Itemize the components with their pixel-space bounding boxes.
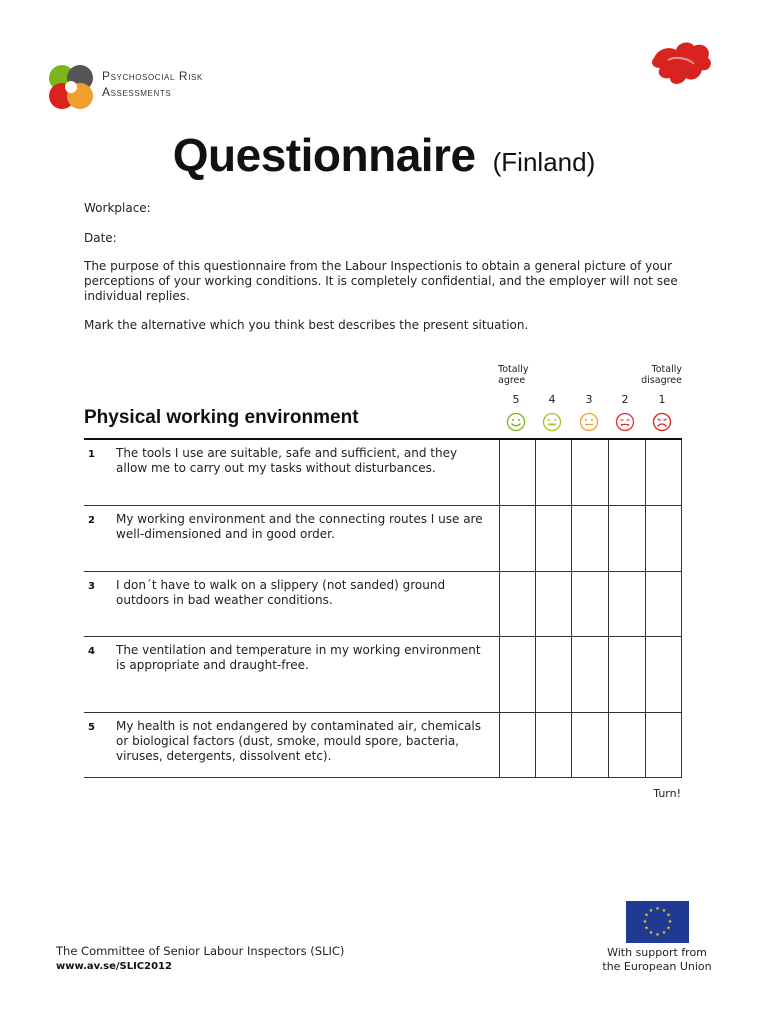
answer-cell-2[interactable] — [608, 440, 609, 505]
page-subtitle-country: (Finland) — [492, 147, 596, 177]
answer-cell-1[interactable] — [645, 506, 682, 571]
answer-cell-4[interactable] — [535, 572, 536, 636]
answer-cell-4[interactable] — [535, 713, 536, 777]
question-number: 5 — [88, 722, 95, 733]
title-row — [0, 128, 768, 182]
eu-support-text: With support from the European Union — [602, 946, 712, 973]
question-number: 4 — [88, 646, 95, 657]
instruction-paragraph: Mark the alternative which you think best describes the present situation. — [84, 318, 529, 332]
red-puzzle-piece-icon — [648, 38, 716, 90]
question-row-2 — [84, 506, 682, 572]
psychosocial-risk-logo-icon — [46, 62, 96, 112]
page-title: Questionnaire — [172, 129, 476, 181]
answer-cell-2[interactable] — [608, 713, 609, 777]
neutral-face-icon — [579, 412, 599, 432]
question-text: I don´t have to walk on a slippery (not sanded) ground outdoors in bad weather conditions. — [116, 578, 446, 607]
turn-page-note: Turn! — [653, 787, 681, 800]
questions-table — [84, 438, 682, 778]
scale-number-1: 1 — [658, 393, 666, 406]
question-row-5 — [84, 713, 682, 778]
answer-cell-1[interactable] — [645, 637, 682, 712]
question-text: My health is not endangered by contaminated air, chemicals or biological factors (dust, smoke, mould spore, bacteria, viruses, detergents, dissolvent etc). — [116, 719, 482, 763]
question-number: 2 — [88, 515, 95, 526]
svg-text:★: ★ — [666, 912, 671, 919]
svg-text:★: ★ — [667, 919, 673, 925]
answer-cell-1[interactable] — [645, 713, 682, 777]
svg-text:★: ★ — [644, 912, 649, 919]
sad-face-icon — [615, 412, 635, 432]
answer-cell-5[interactable] — [499, 440, 500, 505]
question-row-3 — [84, 572, 682, 637]
purpose-paragraph: The purpose of this questionnaire from the Labour Inspectionis to obtain a general picture of your perceptions of your working conditions. It is completely confidential, and the employer will not see individual replies. — [84, 259, 678, 303]
answer-cell-5[interactable] — [499, 713, 500, 777]
scale-number-5: 5 — [512, 393, 520, 406]
question-row-4 — [84, 637, 682, 713]
scale-number-3: 3 — [585, 393, 593, 406]
answer-cell-5[interactable] — [499, 637, 500, 712]
question-number: 3 — [88, 581, 95, 592]
answer-cell-3[interactable] — [571, 440, 572, 505]
very-happy-face-icon — [506, 412, 526, 432]
scale-totally-disagree-label: Totally disagree — [641, 364, 682, 386]
answer-cell-3[interactable] — [571, 637, 572, 712]
question-number: 1 — [88, 449, 95, 460]
question-row-1 — [84, 440, 682, 506]
answer-cell-4[interactable] — [535, 440, 536, 505]
svg-text:★: ★ — [642, 919, 648, 925]
workplace-label: Workplace: — [84, 201, 151, 215]
happy-face-icon — [542, 412, 562, 432]
scale-totally-agree-label: Totally agree — [498, 364, 529, 386]
answer-cell-4[interactable] — [535, 637, 536, 712]
svg-text:★: ★ — [661, 930, 667, 936]
footer-url-link[interactable]: www.av.se/SLIC2012 — [56, 961, 172, 972]
question-text: My working environment and the connecting routes I use are well-dimensioned and in good order. — [116, 512, 483, 541]
logo-line-2: Assessments — [102, 85, 172, 99]
question-text: The tools I use are suitable, safe and sufficient, and they allow me to carry out my tasks without disturbances. — [116, 446, 458, 475]
svg-text:★: ★ — [661, 908, 667, 914]
answer-cell-1[interactable] — [645, 440, 682, 505]
eu-flag-icon — [626, 901, 689, 943]
svg-text:★: ★ — [648, 930, 654, 936]
answer-cell-3[interactable] — [571, 506, 572, 571]
svg-text:★: ★ — [648, 908, 654, 914]
svg-text:★: ★ — [655, 932, 660, 938]
svg-text:★: ★ — [644, 925, 649, 932]
answer-cell-1[interactable] — [645, 572, 682, 636]
date-label: Date: — [84, 231, 117, 245]
very-sad-face-icon — [652, 412, 672, 432]
logo-text — [102, 68, 203, 100]
answer-cell-2[interactable] — [608, 572, 609, 636]
scale-number-4: 4 — [548, 393, 556, 406]
answer-cell-5[interactable] — [499, 572, 500, 636]
question-text: The ventilation and temperature in my working environment is appropriate and draught-free. — [116, 643, 481, 672]
svg-text:★: ★ — [655, 906, 660, 912]
answer-cell-3[interactable] — [571, 572, 572, 636]
svg-text:★: ★ — [666, 925, 671, 932]
section-title: Physical working environment — [84, 407, 359, 428]
answer-cell-3[interactable] — [571, 713, 572, 777]
answer-cell-2[interactable] — [608, 506, 609, 571]
footer-committee: The Committee of Senior Labour Inspectors (SLIC) — [56, 944, 345, 958]
answer-cell-4[interactable] — [535, 506, 536, 571]
logo-line-1: Psychosocial Risk — [102, 69, 203, 83]
answer-cell-5[interactable] — [499, 506, 500, 571]
answer-cell-2[interactable] — [608, 637, 609, 712]
scale-number-2: 2 — [621, 393, 629, 406]
